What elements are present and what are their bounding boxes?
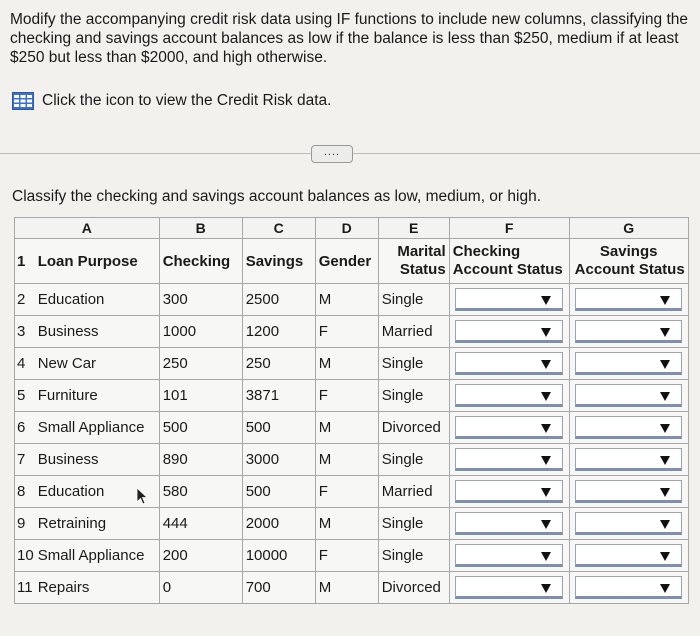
- table-row: [15, 380, 689, 412]
- triangle-down-icon[interactable]: [660, 328, 670, 337]
- row-number: 10: [15, 540, 36, 572]
- row-number: 5: [15, 380, 36, 412]
- cell-marital-status: Married: [378, 476, 449, 508]
- checking-status-select[interactable]: [455, 480, 563, 503]
- column-letter-g: G: [569, 218, 688, 239]
- triangle-down-icon[interactable]: [660, 424, 670, 433]
- row-number: 8: [15, 476, 36, 508]
- cell-savings-account-status: [569, 348, 688, 380]
- checking-status-select[interactable]: [455, 416, 563, 439]
- cell-marital-status: Single: [378, 380, 449, 412]
- cell-loan-purpose: Business: [36, 444, 160, 476]
- cell-savings-account-status: [569, 412, 688, 444]
- cell-gender: M: [315, 508, 378, 540]
- savings-status-select[interactable]: [575, 288, 683, 311]
- header-loan-purpose: Loan Purpose: [36, 239, 160, 284]
- column-letter-f: F: [449, 218, 569, 239]
- cell-checking-account-status: [449, 540, 569, 572]
- header-checking-status-line1: Checking: [452, 243, 521, 260]
- checking-status-select[interactable]: [455, 512, 563, 535]
- credit-risk-table: [14, 217, 689, 604]
- cell-loan-purpose: Repairs: [36, 572, 160, 604]
- triangle-down-icon[interactable]: [541, 392, 551, 401]
- header-row: [15, 239, 689, 284]
- row-number: 2: [15, 284, 36, 316]
- cell-marital-status: Married: [378, 316, 449, 348]
- table-row: [15, 540, 689, 572]
- triangle-down-icon[interactable]: [541, 520, 551, 529]
- cell-gender: M: [315, 412, 378, 444]
- row-number: 1: [15, 239, 36, 284]
- cell-marital-status: Divorced: [378, 412, 449, 444]
- cell-savings: 250: [242, 348, 315, 380]
- header-marital-line1: Marital: [397, 243, 446, 260]
- triangle-down-icon[interactable]: [541, 328, 551, 337]
- cell-savings-account-status: [569, 316, 688, 348]
- header-checking-account-status: [449, 239, 569, 284]
- cell-checking: 500: [159, 412, 242, 444]
- cell-savings: 10000: [242, 540, 315, 572]
- column-letter-b: B: [159, 218, 242, 239]
- cell-checking: 580: [159, 476, 242, 508]
- header-savings: Savings: [242, 239, 315, 284]
- triangle-down-icon[interactable]: [660, 392, 670, 401]
- cell-marital-status: Divorced: [378, 572, 449, 604]
- header-gender: Gender: [315, 239, 378, 284]
- header-checking: Checking: [159, 239, 242, 284]
- savings-status-select[interactable]: [575, 512, 683, 535]
- cell-savings-account-status: [569, 540, 688, 572]
- cell-gender: M: [315, 444, 378, 476]
- cell-gender: F: [315, 540, 378, 572]
- row-number: 9: [15, 508, 36, 540]
- row-number: 4: [15, 348, 36, 380]
- credit-risk-data-link[interactable]: [12, 92, 331, 110]
- cell-savings-account-status: [569, 476, 688, 508]
- cell-savings: 700: [242, 572, 315, 604]
- savings-status-select[interactable]: [575, 544, 683, 567]
- cell-checking-account-status: [449, 476, 569, 508]
- row-number: 3: [15, 316, 36, 348]
- cell-checking: 890: [159, 444, 242, 476]
- cell-marital-status: Single: [378, 540, 449, 572]
- cell-loan-purpose: Retraining: [36, 508, 160, 540]
- checking-status-select[interactable]: [455, 288, 563, 311]
- cell-gender: M: [315, 284, 378, 316]
- savings-status-select[interactable]: [575, 416, 683, 439]
- checking-status-select[interactable]: [455, 352, 563, 375]
- cell-checking-account-status: [449, 284, 569, 316]
- checking-status-select[interactable]: [455, 384, 563, 407]
- triangle-down-icon[interactable]: [541, 360, 551, 369]
- cell-loan-purpose: Small Appliance: [36, 412, 160, 444]
- triangle-down-icon[interactable]: [660, 552, 670, 561]
- triangle-down-icon[interactable]: [541, 488, 551, 497]
- header-marital-line2: Status: [399, 261, 446, 278]
- cell-savings-account-status: [569, 380, 688, 412]
- cell-loan-purpose: Small Appliance: [36, 540, 160, 572]
- column-letter-c: C: [242, 218, 315, 239]
- triangle-down-icon[interactable]: [541, 456, 551, 465]
- cell-marital-status: Single: [378, 444, 449, 476]
- table-row: [15, 412, 689, 444]
- data-link-label[interactable]: Click the icon to view the Credit Risk data.: [42, 92, 332, 109]
- savings-status-select[interactable]: [575, 576, 683, 599]
- savings-status-select[interactable]: [575, 384, 683, 407]
- cell-loan-purpose: Education: [36, 476, 160, 508]
- cell-checking-account-status: [449, 572, 569, 604]
- triangle-down-icon[interactable]: [660, 584, 670, 593]
- checking-status-select[interactable]: [455, 576, 563, 599]
- cell-gender: F: [315, 476, 378, 508]
- table-row: [15, 348, 689, 380]
- column-letter-d: D: [315, 218, 378, 239]
- cell-checking: 101: [159, 380, 242, 412]
- triangle-down-icon[interactable]: [660, 520, 670, 529]
- cell-loan-purpose: Education: [36, 284, 160, 316]
- savings-status-select[interactable]: [575, 320, 683, 343]
- mouse-pointer-icon: [136, 487, 150, 505]
- cell-gender: M: [315, 348, 378, 380]
- cell-checking-account-status: [449, 380, 569, 412]
- question-text: Classify the checking and savings account balances as low, medium, or high.: [12, 188, 542, 205]
- cell-savings: 2000: [242, 508, 315, 540]
- triangle-down-icon[interactable]: [660, 360, 670, 369]
- table-row: [15, 316, 689, 348]
- cell-marital-status: Single: [378, 508, 449, 540]
- column-letter-a: A: [15, 218, 160, 239]
- cell-savings: 2500: [242, 284, 315, 316]
- cell-checking-account-status: [449, 508, 569, 540]
- cell-checking-account-status: [449, 316, 569, 348]
- cell-savings: 3000: [242, 444, 315, 476]
- header-checking-status-line2: Account Status: [452, 261, 563, 278]
- cell-savings: 1200: [242, 316, 315, 348]
- table-row: [15, 508, 689, 540]
- header-savings-status-line2: Account Status: [574, 261, 685, 278]
- cell-checking: 200: [159, 540, 242, 572]
- row-number: 6: [15, 412, 36, 444]
- header-savings-status-line1: Savings: [599, 243, 658, 260]
- checking-status-select[interactable]: [455, 448, 563, 471]
- cell-gender: F: [315, 316, 378, 348]
- instructions-text: Modify the accompanying credit risk data using IF functions to include new columns, classifying the checking and savings account balances as low if the balance is less than $250, medium if at least $250 but less than $2000, and high otherwise.: [10, 11, 689, 66]
- cell-checking-account-status: [449, 348, 569, 380]
- cell-gender: M: [315, 572, 378, 604]
- cell-checking: 300: [159, 284, 242, 316]
- table-row: [15, 444, 689, 476]
- cell-savings: 3871: [242, 380, 315, 412]
- cell-loan-purpose: Furniture: [36, 380, 160, 412]
- spreadsheet-grid-icon[interactable]: [12, 92, 34, 110]
- header-savings-account-status: [569, 239, 688, 284]
- cell-checking: 1000: [159, 316, 242, 348]
- expand-button[interactable]: ....: [311, 145, 353, 163]
- cell-savings: 500: [242, 476, 315, 508]
- checking-status-select[interactable]: [455, 544, 563, 567]
- triangle-down-icon[interactable]: [660, 456, 670, 465]
- savings-status-select[interactable]: [575, 480, 683, 503]
- cell-marital-status: Single: [378, 284, 449, 316]
- cell-loan-purpose: Business: [36, 316, 160, 348]
- triangle-down-icon[interactable]: [541, 552, 551, 561]
- table-row: [15, 572, 689, 604]
- row-number: 7: [15, 444, 36, 476]
- cell-loan-purpose: New Car: [36, 348, 160, 380]
- column-letter-row: [15, 218, 689, 239]
- cell-savings-account-status: [569, 508, 688, 540]
- triangle-down-icon[interactable]: [541, 424, 551, 433]
- cell-checking-account-status: [449, 444, 569, 476]
- cell-checking: 250: [159, 348, 242, 380]
- cell-checking: 444: [159, 508, 242, 540]
- cell-checking-account-status: [449, 412, 569, 444]
- table-row: [15, 284, 689, 316]
- table-row: [15, 476, 689, 508]
- cell-savings: 500: [242, 412, 315, 444]
- triangle-down-icon[interactable]: [660, 296, 670, 305]
- cell-checking: 0: [159, 572, 242, 604]
- cell-gender: F: [315, 380, 378, 412]
- triangle-down-icon[interactable]: [541, 584, 551, 593]
- row-number: 11: [15, 572, 36, 604]
- triangle-down-icon[interactable]: [660, 488, 670, 497]
- cell-savings-account-status: [569, 284, 688, 316]
- column-letter-e: E: [378, 218, 449, 239]
- savings-status-select[interactable]: [575, 352, 683, 375]
- header-marital-status: [378, 239, 449, 284]
- cell-savings-account-status: [569, 572, 688, 604]
- checking-status-select[interactable]: [455, 320, 563, 343]
- cell-marital-status: Single: [378, 348, 449, 380]
- triangle-down-icon[interactable]: [541, 296, 551, 305]
- cell-savings-account-status: [569, 444, 688, 476]
- savings-status-select[interactable]: [575, 448, 683, 471]
